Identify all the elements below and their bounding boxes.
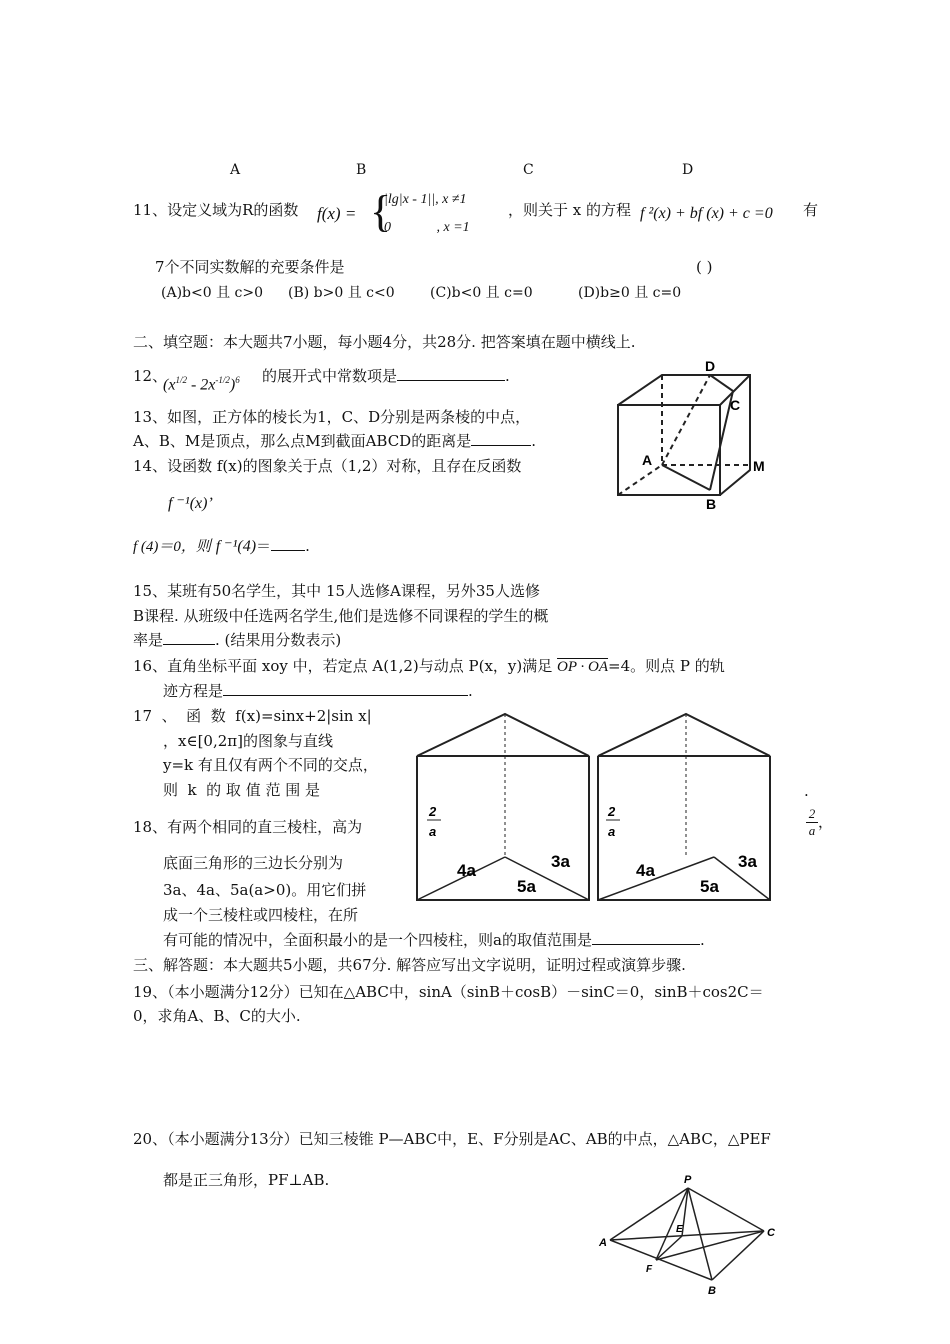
prism-left-4a: 4a [457,861,476,880]
q11-line2: 7个不同实数解的充要条件是 [155,258,345,276]
edge-ac [610,1231,764,1240]
q16-end: . [468,682,473,700]
q15-line2: B课程. 从班级中任选两名学生,他们是选修不同课程的学生的概 [133,607,549,625]
q17-line3: y=k 有且仅有两个不同的交点， [163,756,378,774]
q17-answer-dot: . [804,782,809,800]
prism-figure-right [596,712,776,907]
cube-label-a: A [642,452,653,468]
prism-front-face-right [598,756,770,900]
q12-base1: (x [163,376,176,394]
q18-line2: 底面三角形的三边长分别为 [163,854,344,872]
cube-label-c: C [730,397,741,413]
pyramid-label-a: A [599,1237,607,1249]
q11-brace: { [370,187,392,236]
q11-choice-c: (C)b<0 且 c=0 [430,285,533,301]
q18-line5 [163,930,705,950]
prism-right-4a: 4a [636,861,655,880]
q18-height-fraction [806,806,818,839]
q12-end: . [505,367,510,385]
q12-expression [163,370,240,395]
prism-left-height-num: 2 [429,804,437,819]
q12-text [262,366,510,386]
q14-inverse: f ⁻¹(x)’ [168,495,213,512]
q12-power: 6 [235,375,240,385]
cube-hidden-diagonal [618,465,662,495]
prism-base-edge-4a-right [598,857,714,900]
q11-choice-d: (D)b≥0 且 c=0 [578,285,682,301]
q13-line1: 13、如图，正方体的棱长为1，C、D分别是两条棱的中点， [133,408,531,426]
q16-prompt: 16、直角坐标平面 xoy 中，若定点 A(1,2)与动点 P(x，y)满足 [133,657,553,675]
pyramid-label-f: F [646,1264,653,1275]
q12-number: 12、 [133,367,168,385]
prism-left-5a: 5a [517,877,536,896]
cube-front-face [618,405,720,495]
q15-prompt: 率是 [133,631,164,649]
cube-label-b: B [706,496,717,512]
q18-comma: ， [818,813,834,831]
q12-prompt: 的展开式中常数项是 [262,367,398,385]
prism-right-5a: 5a [700,877,719,896]
q11-equation: f ²(x) + bf (x) + c =0 [640,205,773,222]
pyramid-label-b: B [708,1285,716,1297]
q18-answer-blank[interactable] [592,930,700,945]
q16-line1 [133,656,725,677]
q16-line2-text: 迹方程是 [163,682,224,700]
q13-answer-blank[interactable] [471,431,531,446]
q14-inverse-at-4: f ⁻¹(4) [215,538,257,555]
q18-fraction-denominator: a [806,822,818,839]
q14-answer-blank[interactable] [271,536,305,551]
q20-line1: 20、（本小题满分13分）已知三棱锥 P—ABC中，E、F分别是AC、AB的中点，△ABC，△PEF [133,1130,771,1148]
q14-equals: ＝ [256,537,272,555]
q12-mid: - 2x [186,376,216,394]
q18-prompt: 有可能的情况中，全面积最小的是一个四棱柱，则a的取值范围是 [163,931,592,949]
q16-answer-blank[interactable] [223,681,468,696]
q14-given: f (4)＝0，则 [133,539,211,555]
q19-line2: 0，求角A、B、C的大小. [133,1007,301,1025]
prism-front-face-left [417,756,589,900]
section-ad-line [662,375,710,465]
q12-close: ) [229,376,236,394]
q12-exp1: 1/2 [175,375,187,385]
q11-case2: 0 , x =1 [384,220,470,235]
pyramid-label-e: E [676,1224,683,1235]
q13-prompt: A、B、M是顶点，那么点M到截面ABCD的距离是 [133,432,472,450]
section-2-heading: 二、填空题：本大题共7小题，每小题4分，共28分. 把答案填在题中横线上. [133,333,636,351]
q11-choice-a: (A)b<0 且 c>0 [161,285,264,301]
q18-line4: 成一个三棱柱或四棱柱，在所 [163,906,359,924]
q11-case1: |lg|x - 1||, x ≠1 [384,192,467,207]
q19-line1: 19、（本小题满分12分）已知在△ABC中，sinA（sinB＋cosB）－sinC＝0，sinB＋cos2C＝ [133,983,764,1001]
q15-line1: 15、某班有50名学生，其中 15人选修A课程，另外35人选修 [133,582,540,600]
q18-end: . [699,931,705,949]
prism-figure-left [415,712,595,907]
q17-line1: 17 、 函 数 f(x)=sinx+2|sin x| [133,707,372,725]
q18-line1: 18、有两个相同的直三棱柱，高为 [133,818,363,836]
prism-left-3a: 3a [551,852,570,871]
q14-line3 [133,536,310,557]
q16-line2 [163,681,473,701]
q11-answer-paren: ( ) [696,258,713,276]
prism-right-height-den: a [608,824,616,839]
q13-line2 [133,431,536,451]
option-label-a: A [230,162,241,178]
q20-line2: 都是正三角形，PF⊥AB. [163,1171,330,1189]
q11-middle: ，则关于 x 的方程 [508,201,631,219]
q11-choice-b: (B) b>0 且 c<0 [288,285,395,301]
q15-note: . (结果用分数表示) [215,631,342,649]
q14-line1: 14、设函数 f(x)的图象关于点（1,2）对称，且存在反函数 [133,457,522,475]
option-label-c: C [523,162,534,178]
q17-line4: 则 k 的 取 值 范 围 是 [163,781,321,799]
option-label-b: B [356,162,367,178]
cube-label-m: M [753,458,765,474]
q18-line3: 3a、4a、5a(a>0)。用它们拼 [163,881,367,899]
option-label-d: D [682,162,694,178]
q15-answer-blank[interactable] [163,630,215,645]
pyramid-figure [596,1172,786,1302]
section-ab-line [662,465,710,490]
q17-line2: ，x∈[0,2π]的图象与直线 [163,732,333,750]
q12-answer-blank[interactable] [397,366,505,381]
prism-left-height-den: a [429,824,437,839]
section-dc-line [710,375,733,391]
pyramid-label-p: P [684,1174,692,1186]
q18-fraction-numerator: 2 [808,806,816,821]
q11-prefix: 11、设定义域为R的函数 [133,201,299,219]
prism-top-face-right [598,714,770,756]
edge-pc [688,1188,764,1231]
prism-top-face-left [417,714,589,756]
q16-prompt-end: =4。则点 P 的轨 [608,657,725,675]
q15-line3 [133,630,341,650]
section-3-heading: 三、解答题：本大题共5小题，共67分. 解答应写出文字说明，证明过程或演算步骤. [133,956,686,974]
cube-figure [610,355,780,515]
prism-right-height-num: 2 [608,804,616,819]
q13-end: . [531,432,536,450]
q16-vector-product: OP · OA [557,659,609,675]
q14-end: . [305,537,310,555]
edge-ab [610,1240,712,1280]
q11-fx: f(x) = [317,204,357,223]
cube-label-d: D [705,358,716,374]
q11-suffix: 有 [803,201,819,219]
q12-exp2: -1/2 [215,375,230,385]
pyramid-label-c: C [767,1227,775,1239]
prism-right-3a: 3a [738,852,757,871]
